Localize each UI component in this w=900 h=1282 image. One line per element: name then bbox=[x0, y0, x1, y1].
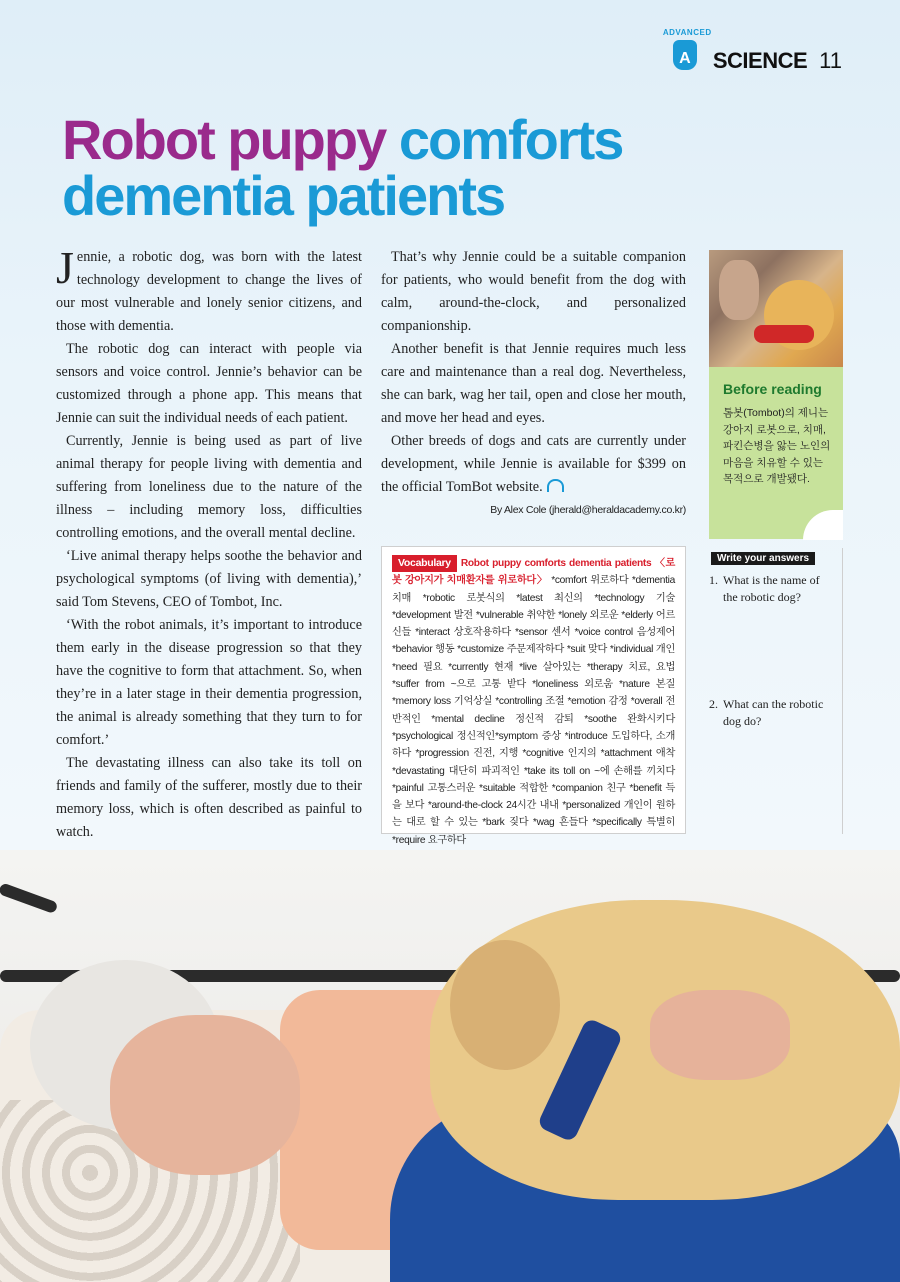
headphone-icon[interactable] bbox=[547, 479, 564, 492]
page-number: 11 bbox=[819, 48, 842, 73]
question-number: 2. bbox=[709, 697, 718, 711]
article-column-1 bbox=[56, 242, 362, 844]
sidebar-photo bbox=[709, 250, 843, 367]
robot-dog-ear bbox=[450, 940, 560, 1070]
paragraph bbox=[56, 242, 362, 338]
answers-tag: Write your answers bbox=[711, 552, 815, 565]
article-column-2 bbox=[381, 246, 686, 522]
speech-bubble-tail bbox=[803, 510, 843, 540]
advanced-badge bbox=[662, 28, 712, 74]
before-reading-box bbox=[709, 367, 843, 539]
before-reading-text: 톰봇(Tombot)의 제니는 강아지 로봇으로, 치매, 파킨슨병을 앓는 노인의 마음을 치유할 수 있는 목적으로 개발됐다. bbox=[723, 407, 831, 485]
question-text: What can the robotic dog do? bbox=[723, 697, 824, 728]
paragraph-text: Other breeds of dogs and cats are currently under development, while Jennie is available for $399 on the official TomBot website. bbox=[381, 433, 686, 495]
paragraph: ‘Live animal therapy helps soothe the behavior and psychological symptoms (of living with dementia),’ said Tom Stevens, CEO of Tombot, Inc. bbox=[56, 548, 362, 610]
question-number: 1. bbox=[709, 573, 718, 587]
section-label: SCIENCE bbox=[712, 48, 808, 73]
answers-box bbox=[709, 548, 843, 834]
vocabulary-tag: Vocabulary bbox=[392, 555, 457, 572]
advanced-badge-text: ADVANCED bbox=[662, 28, 712, 37]
paragraph: ‘With the robot animals, it’s important to introduce them early in the disease progression so that they have the cognitive to form that attachment. So, when they’re in a later stage in their dementia progression, the animal is already something that they turn to for comfort.’ bbox=[56, 617, 362, 748]
paragraph bbox=[381, 430, 686, 499]
title-part-2: comforts dementia patients bbox=[62, 108, 623, 227]
photo-scarf bbox=[754, 325, 814, 343]
question-text: What is the name of the robotic dog? bbox=[723, 573, 820, 604]
vocabulary-box bbox=[381, 546, 686, 846]
page-header bbox=[662, 28, 842, 74]
paragraph-text: ennie, a robotic dog, was born with the latest technology development to change the lives of our most vulnerable and lonely senior citizens, and those with dementia. bbox=[56, 249, 362, 334]
vocabulary-heading: Robot puppy comforts dementia patients 〈로봇 강아지가 치매환자를 위로하다〉 bbox=[392, 558, 675, 587]
paragraph: Currently, Jennie is being used as part of live animal therapy for people living with dementia and suffering from loneliness due to the nature of the illness – including memory loss, difficulties controlling emotions, and the overall mental decline. bbox=[56, 433, 362, 541]
article-title bbox=[62, 108, 862, 227]
byline: By Alex Cole (jherald@heraldacademy.co.kr) bbox=[490, 504, 686, 516]
question-1 bbox=[709, 572, 837, 606]
bed-frame bbox=[0, 882, 58, 914]
patient-face bbox=[110, 1015, 300, 1175]
paragraph: The devastating illness can also take its toll on friends and family of the sufferer, mostly due to their memory loss, which is often described as painful to watch. bbox=[56, 755, 362, 840]
question-2 bbox=[709, 696, 837, 730]
photo-person bbox=[719, 260, 759, 320]
before-reading-title: Before reading bbox=[723, 381, 822, 397]
title-part-1: Robot puppy bbox=[62, 108, 386, 171]
main-photo bbox=[0, 850, 900, 1282]
hand-icon: A bbox=[673, 40, 697, 70]
paragraph: Another benefit is that Jennie requires much less care and maintenance than a real dog. Nevertheless, she can bark, wag her tail, open and close her mouth, and move her head and eyes. bbox=[381, 341, 686, 426]
paragraph: The robotic dog can interact with people via sensors and voice control. Jennie’s behavior can be customized through a phone app. This means that Jennie can suit the individual needs of each patient. bbox=[56, 341, 362, 426]
vocabulary-list: *comfort 위로하다 *dementia 치매 *robotic 로봇식의 *latest 최신의 *technology 기술 *development 발전 *vulnerable 취약한 *lonely 외로운 *elderly 어르신들 *interact 상호작용하다 *sensor 센서 *voice control 음성제어 *behavior 행동 *customize 주문제작하다 *suit 맞다 *individual 개인 *need 필요 *currently 현재 *live 살아있는 *therapy 치료, 요법 *suffer from ~으로 고통 받다 *loneliness 외로움 *nature 본질 *memory loss 기억상실 *controlling 조절 *emotion 감정 *overall 전반적인 *mental decline 정신적 감퇴 *soothe 완화시키다 *psychological 정신적인*symptom 증상 *introduce 도입하다, 소개하다 *progression 진전, 지행 *cognitive 인지의 *attachment 애착 *devastating 대단히 파괴적인 *take its toll on ~에 손해를 끼치다 *painful 고통스러운 *suitable 적합한 *companion 친구 *benefit 득을 보다 *around-the-clock 24시간 내내 *personalized 개인이 원하는 대로 할 수 있는 *bark 짖다 *wag 흔들다 *specifically 특별히 *require 요구하다 bbox=[392, 575, 675, 846]
paragraph: That’s why Jennie could be a suitable companion for patients, who would benefit from the dog with calm, around-the-clock, and personalized companionship. bbox=[381, 249, 686, 334]
patient-hand bbox=[650, 990, 790, 1080]
drop-cap: J bbox=[56, 242, 74, 293]
